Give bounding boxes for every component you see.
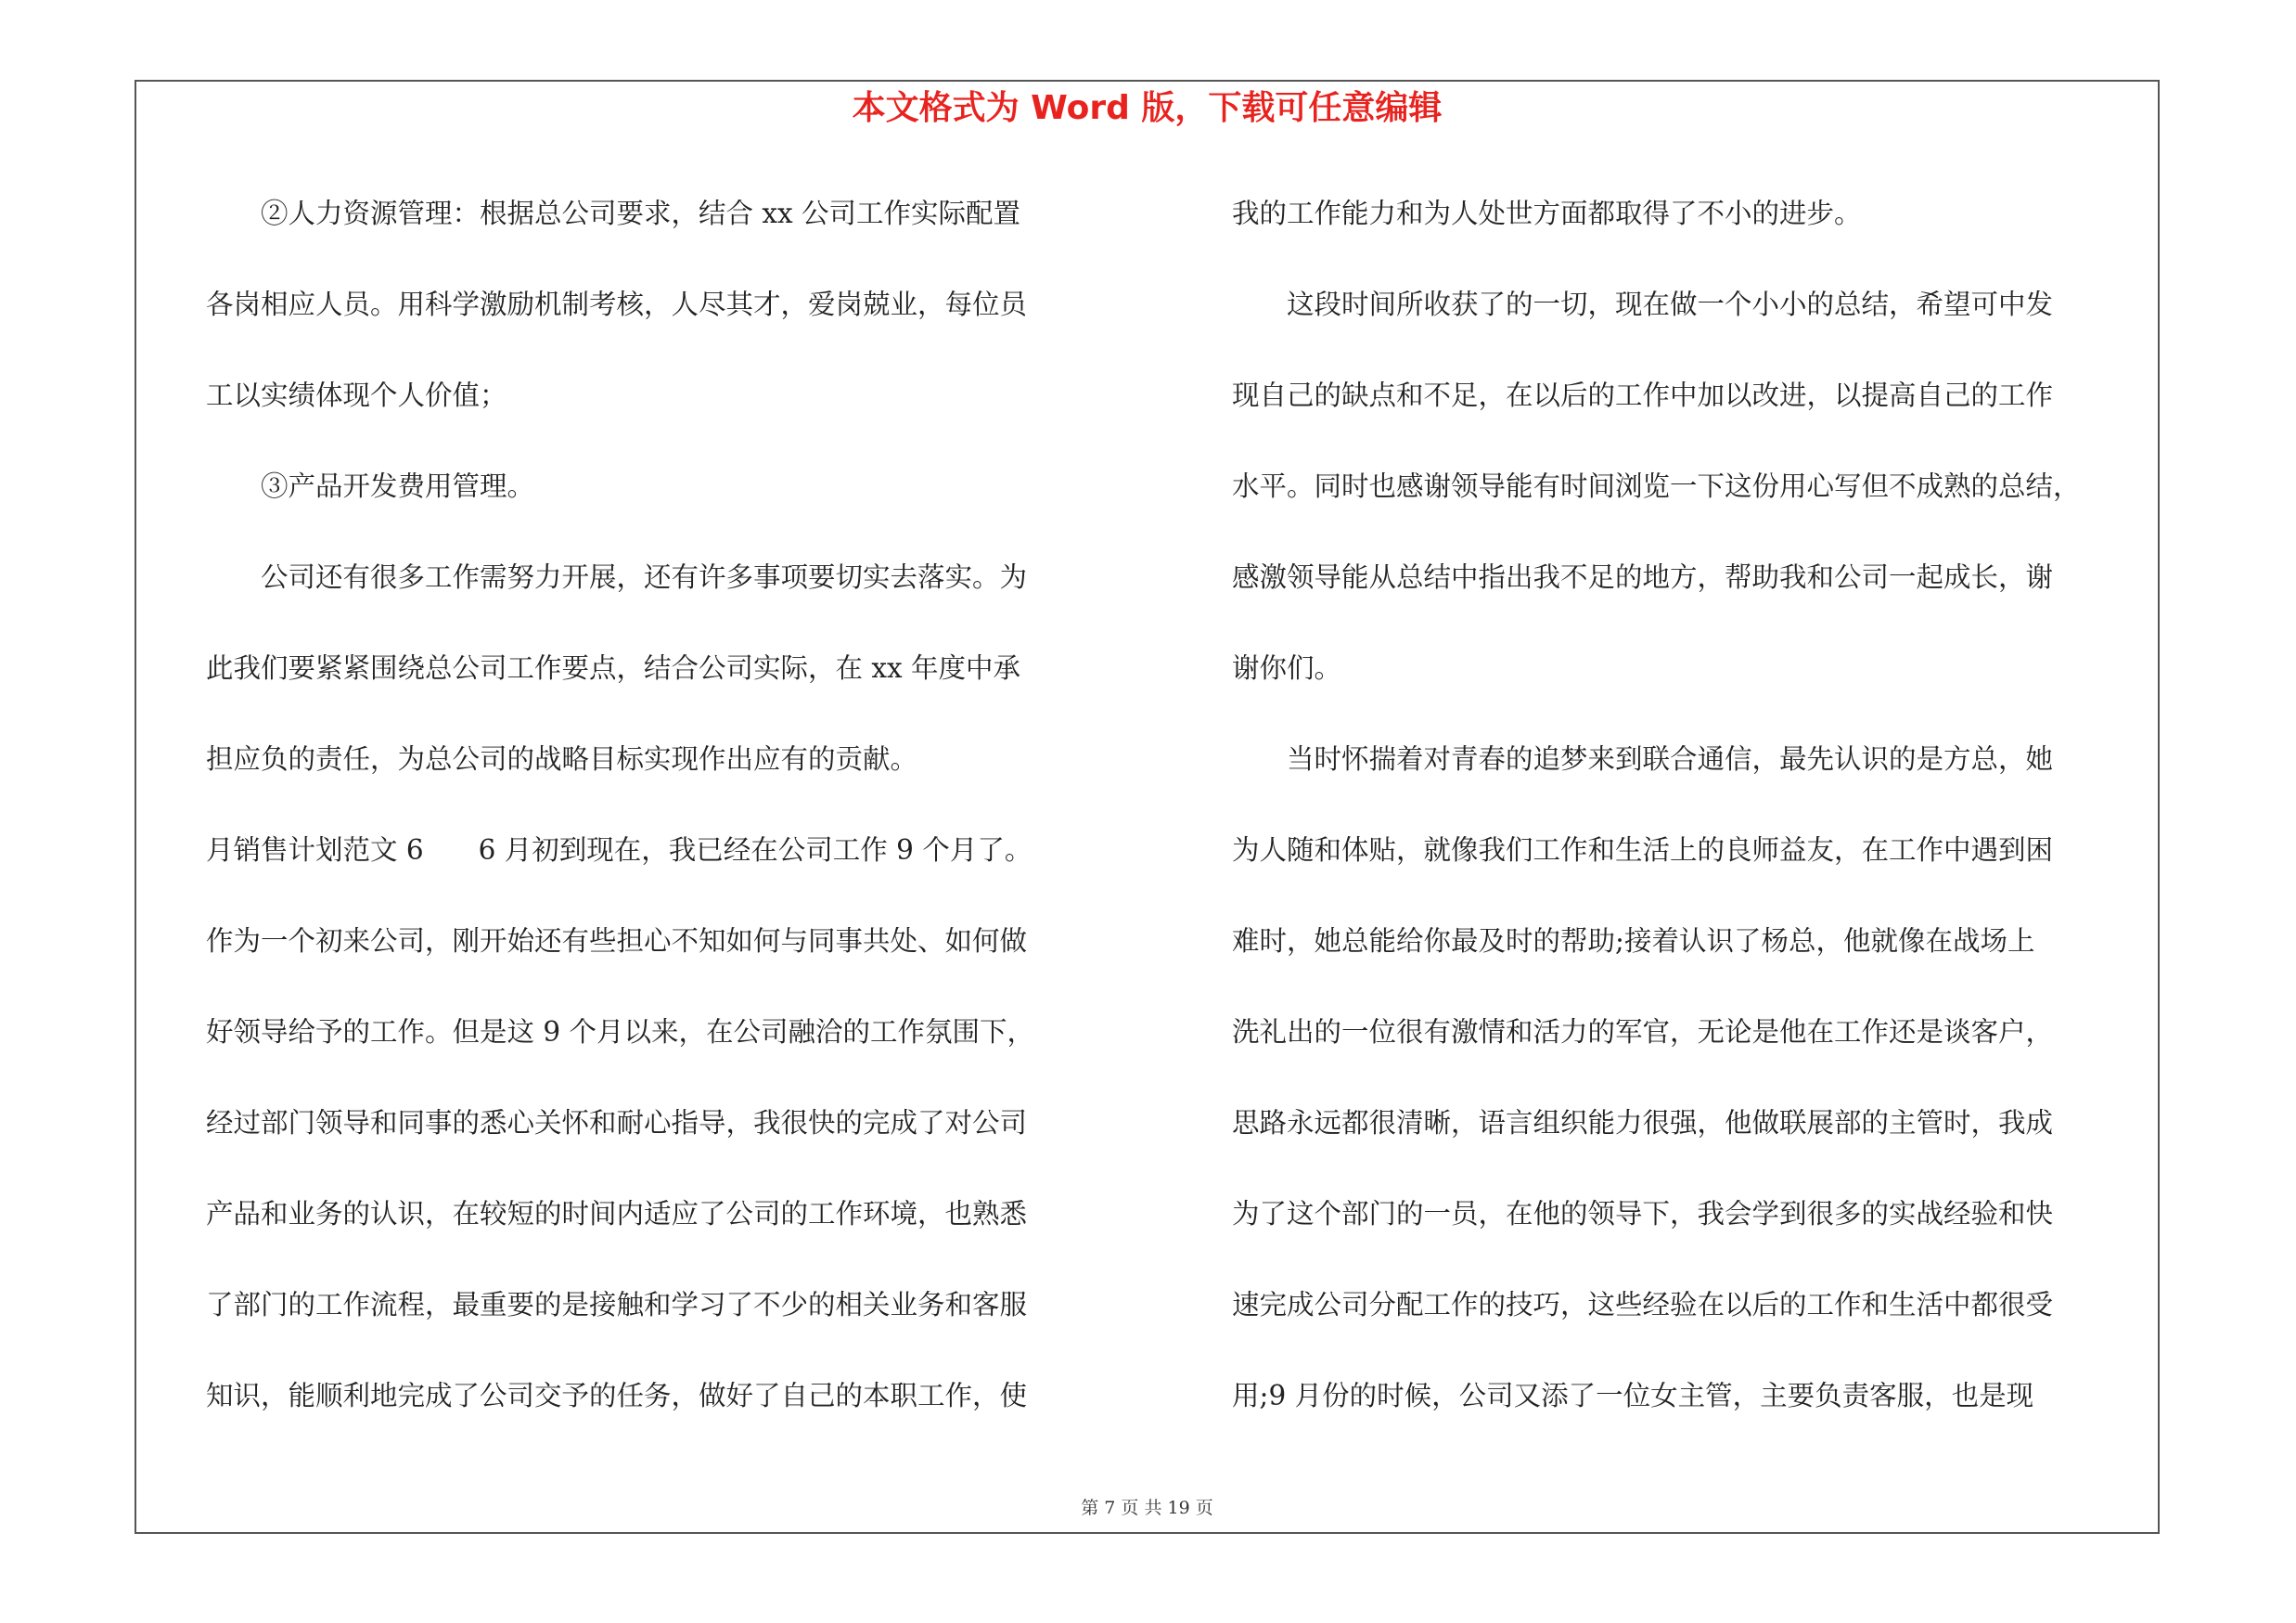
text-line: 我的工作能力和为人处世方面都取得了不小的进步。 [1232, 198, 1862, 229]
text-line: 工以实绩体现个人价值； [206, 380, 507, 411]
text-line: 水平。同时也感谢领导能有时间浏览一下这份用心写但不成熟的总结， [1232, 470, 2081, 502]
text-line: 产品和业务的认识，在较短的时间内适应了公司的工作环境，也熟悉 [206, 1198, 1028, 1230]
text-line: 公司还有很多工作需努力开展，还有许多事项要切实去落实。为 [206, 561, 1028, 593]
right-column [1232, 186, 2160, 1459]
left-column [206, 186, 1134, 1459]
page-number: 第 7 页 共 19 页 [1081, 1498, 1213, 1518]
text-line: 为了这个部门的一员，在他的领导下，我会学到很多的实战经验和快 [1232, 1198, 2054, 1230]
text-line: 作为一个初来公司，刚开始还有些担心不知如何与同事共处、如何做 [206, 925, 1028, 957]
text-line: 此我们要紧紧围绕总公司工作要点，结合公司实际，在 xx 年度中承 [206, 652, 1021, 684]
text-line: 谢你们。 [1232, 652, 1342, 684]
text-line: 感激领导能从总结中指出我不足的地方，帮助我和公司一起成长，谢 [1232, 561, 2054, 593]
text-line: 知识，能顺利地完成了公司交予的任务，做好了自己的本职工作，使 [206, 1380, 1028, 1411]
format-banner: 本文格式为 Word 版，下载可任意编辑 [852, 89, 1443, 127]
text-line: 当时怀揣着对青春的追梦来到联合通信，最先认识的是方总，她 [1232, 743, 2054, 775]
text-line: 难时，她总能给你最及时的帮助;接着认识了杨总，他就像在战场上 [1232, 925, 2035, 957]
text-line: 这段时间所收获了的一切，现在做一个小小的总结，希望可中发 [1232, 289, 2054, 320]
text-line: 月销售计划范文 6 6 月初到现在，我已经在公司工作 9 个月了。 [206, 834, 1033, 866]
text-line: 担应负的责任，为总公司的战略目标实现作出应有的贡献。 [206, 743, 918, 775]
text-line: 洗礼出的一位很有激情和活力的军官，无论是他在工作还是谈客户， [1232, 1016, 2054, 1048]
text-line: ②人力资源管理：根据总公司要求，结合 xx 公司工作实际配置 [206, 198, 1021, 229]
text-line: ③产品开发费用管理。 [206, 470, 535, 502]
text-line: 了部门的工作流程，最重要的是接触和学习了不少的相关业务和客服 [206, 1289, 1028, 1320]
text-line: 思路永远都很清晰，语言组织能力很强，他做联展部的主管时，我成 [1232, 1107, 2054, 1139]
text-line: 好领导给予的工作。但是这 9 个月以来，在公司融洽的工作氛围下， [206, 1016, 1035, 1048]
text-line: 经过部门领导和同事的悉心关怀和耐心指导，我很快的完成了对公司 [206, 1107, 1028, 1139]
text-line: 各岗相应人员。用科学激励机制考核，人尽其才，爱岗兢业，每位员 [206, 289, 1028, 320]
text-line: 为人随和体贴，就像我们工作和生活上的良师益友，在工作中遇到困 [1232, 834, 2054, 866]
text-line: 现自己的缺点和不足，在以后的工作中加以改进，以提高自己的工作 [1232, 380, 2054, 411]
text-line: 速完成公司分配工作的技巧，这些经验在以后的工作和生活中都很受 [1232, 1289, 2054, 1320]
text-line: 用;9 月份的时候，公司又添了一位女主管，主要负责客服，也是现 [1232, 1380, 2034, 1411]
